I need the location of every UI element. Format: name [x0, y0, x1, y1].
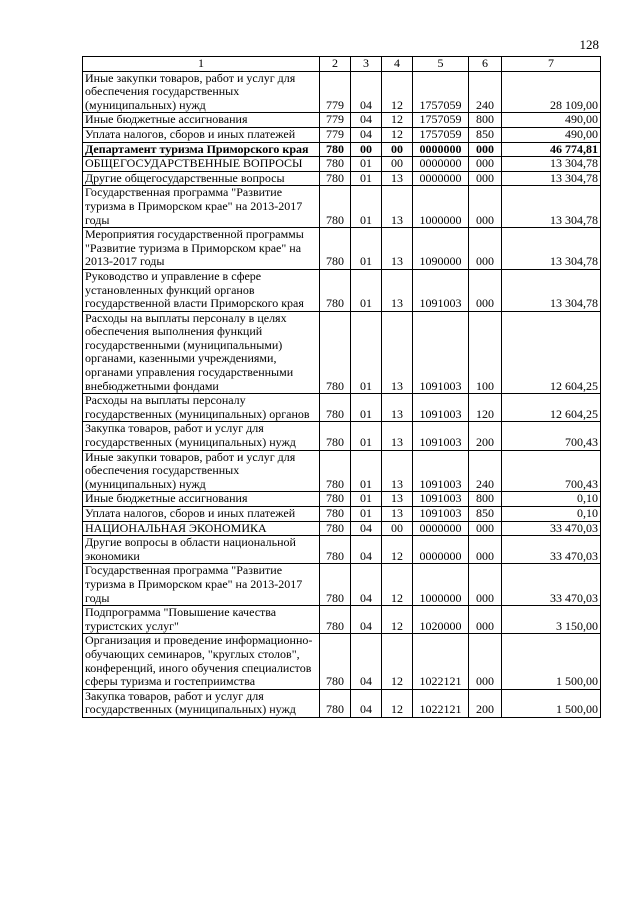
row-name-cell: Закупка товаров, работ и услуг для государственных (муниципальных) нужд	[83, 422, 320, 450]
code-cell-2: 780	[320, 564, 351, 606]
code-cell-3: 04	[351, 606, 382, 634]
code-cell-5: 1022121	[413, 689, 469, 717]
row-name-cell: Государственная программа "Развитие туризма в Приморском крае" на 2013-2017 годы	[83, 186, 320, 228]
sum-cell: 490,00	[502, 113, 601, 128]
table-row	[83, 422, 601, 450]
column-header: 2	[320, 57, 351, 72]
sum-cell: 1 500,00	[502, 634, 601, 689]
sum-cell: 13 304,78	[502, 157, 601, 172]
code-cell-4: 13	[382, 422, 413, 450]
sum-cell: 12 604,25	[502, 394, 601, 422]
code-cell-4: 12	[382, 113, 413, 128]
table-row	[83, 269, 601, 311]
table-row	[83, 113, 601, 128]
code-cell-2: 780	[320, 634, 351, 689]
column-header: 6	[469, 57, 502, 72]
column-header: 4	[382, 57, 413, 72]
code-cell-4: 00	[382, 157, 413, 172]
column-header: 3	[351, 57, 382, 72]
row-name-cell: ОБЩЕГОСУДАРСТВЕННЫЕ ВОПРОСЫ	[83, 157, 320, 172]
row-name-cell: Иные бюджетные ассигнования	[83, 113, 320, 128]
code-cell-4: 12	[382, 71, 413, 113]
code-cell-2: 779	[320, 71, 351, 113]
code-cell-3: 01	[351, 507, 382, 522]
code-cell-6: 850	[469, 127, 502, 142]
row-name-cell: Иные закупки товаров, работ и услуг для обеспечения государственных (муниципальных) нужд	[83, 450, 320, 492]
code-cell-2: 780	[320, 606, 351, 634]
code-cell-4: 12	[382, 127, 413, 142]
table-row	[83, 142, 601, 157]
code-cell-5: 1091003	[413, 311, 469, 394]
budget-table	[82, 56, 601, 718]
code-cell-5: 1091003	[413, 450, 469, 492]
row-name-cell: Мероприятия государственной программы "Развитие туризма в Приморском крае" на 2013-2017 годы	[83, 228, 320, 270]
code-cell-2: 779	[320, 113, 351, 128]
code-cell-6: 200	[469, 689, 502, 717]
sum-cell: 46 774,81	[502, 142, 601, 157]
table-row	[83, 157, 601, 172]
code-cell-6: 200	[469, 422, 502, 450]
table-row	[83, 228, 601, 270]
row-name-cell: Закупка товаров, работ и услуг для государственных (муниципальных) нужд	[83, 689, 320, 717]
code-cell-3: 04	[351, 127, 382, 142]
code-cell-3: 01	[351, 157, 382, 172]
sum-cell: 3 150,00	[502, 606, 601, 634]
code-cell-4: 12	[382, 634, 413, 689]
code-cell-3: 04	[351, 564, 382, 606]
code-cell-4: 13	[382, 186, 413, 228]
sum-cell: 0,10	[502, 492, 601, 507]
code-cell-5: 1757059	[413, 113, 469, 128]
row-name-cell: Уплата налогов, сборов и иных платежей	[83, 507, 320, 522]
code-cell-3: 04	[351, 536, 382, 564]
row-name-cell: Другие вопросы в области национальной экономики	[83, 536, 320, 564]
code-cell-4: 13	[382, 450, 413, 492]
code-cell-4: 12	[382, 606, 413, 634]
row-name-cell: Государственная программа "Развитие туризма в Приморском крае" на 2013-2017 годы	[83, 564, 320, 606]
code-cell-5: 1757059	[413, 71, 469, 113]
sum-cell: 33 470,03	[502, 536, 601, 564]
sum-cell: 700,43	[502, 422, 601, 450]
code-cell-6: 800	[469, 492, 502, 507]
code-cell-4: 00	[382, 142, 413, 157]
code-cell-3: 01	[351, 186, 382, 228]
code-cell-6: 000	[469, 521, 502, 536]
code-cell-2: 780	[320, 492, 351, 507]
table-row	[83, 394, 601, 422]
code-cell-3: 01	[351, 311, 382, 394]
code-cell-2: 779	[320, 127, 351, 142]
code-cell-5: 1757059	[413, 127, 469, 142]
code-cell-6: 000	[469, 157, 502, 172]
sum-cell: 33 470,03	[502, 564, 601, 606]
code-cell-6: 000	[469, 536, 502, 564]
table-row	[83, 450, 601, 492]
code-cell-6: 100	[469, 311, 502, 394]
code-cell-6: 240	[469, 71, 502, 113]
code-cell-2: 780	[320, 536, 351, 564]
code-cell-4: 12	[382, 689, 413, 717]
code-cell-4: 13	[382, 311, 413, 394]
code-cell-3: 00	[351, 142, 382, 157]
row-name-cell: Другие общегосударственные вопросы	[83, 171, 320, 186]
code-cell-2: 780	[320, 142, 351, 157]
code-cell-5: 1090000	[413, 228, 469, 270]
column-header: 1	[83, 57, 320, 72]
code-cell-4: 13	[382, 171, 413, 186]
code-cell-5: 1000000	[413, 564, 469, 606]
code-cell-6: 800	[469, 113, 502, 128]
sum-cell: 28 109,00	[502, 71, 601, 113]
code-cell-6: 000	[469, 228, 502, 270]
sum-cell: 490,00	[502, 127, 601, 142]
table-row	[83, 521, 601, 536]
row-name-cell: НАЦИОНАЛЬНАЯ ЭКОНОМИКА	[83, 521, 320, 536]
code-cell-6: 000	[469, 564, 502, 606]
code-cell-3: 04	[351, 689, 382, 717]
code-cell-6: 000	[469, 142, 502, 157]
code-cell-2: 780	[320, 394, 351, 422]
code-cell-3: 04	[351, 634, 382, 689]
code-cell-2: 780	[320, 269, 351, 311]
row-name-cell: Департамент туризма Приморского края	[83, 142, 320, 157]
code-cell-2: 780	[320, 422, 351, 450]
code-cell-4: 13	[382, 492, 413, 507]
table-row	[83, 71, 601, 113]
code-cell-5: 0000000	[413, 157, 469, 172]
sum-cell: 13 304,78	[502, 186, 601, 228]
table-row	[83, 507, 601, 522]
code-cell-5: 1022121	[413, 634, 469, 689]
sum-cell: 12 604,25	[502, 311, 601, 394]
code-cell-4: 12	[382, 536, 413, 564]
table-row	[83, 564, 601, 606]
code-cell-2: 780	[320, 311, 351, 394]
column-header: 7	[502, 57, 601, 72]
code-cell-3: 01	[351, 394, 382, 422]
code-cell-5: 1091003	[413, 394, 469, 422]
sum-cell: 33 470,03	[502, 521, 601, 536]
row-name-cell: Руководство и управление в сфере установленных функций органов государственной власти Приморского края	[83, 269, 320, 311]
code-cell-3: 04	[351, 71, 382, 113]
code-cell-6: 000	[469, 171, 502, 186]
code-cell-5: 0000000	[413, 171, 469, 186]
code-cell-5: 0000000	[413, 142, 469, 157]
row-name-cell: Иные бюджетные ассигнования	[83, 492, 320, 507]
row-name-cell: Расходы на выплаты персоналу в целях обеспечения выполнения функций государственными (муниципальными) органами, казенными учреждениями, органами управления государственными внебюджетными фондами	[83, 311, 320, 394]
table-row	[83, 536, 601, 564]
code-cell-5: 1000000	[413, 186, 469, 228]
code-cell-2: 780	[320, 157, 351, 172]
code-cell-3: 01	[351, 228, 382, 270]
code-cell-5: 1091003	[413, 492, 469, 507]
table-row	[83, 171, 601, 186]
code-cell-5: 1091003	[413, 422, 469, 450]
code-cell-6: 000	[469, 269, 502, 311]
code-cell-6: 120	[469, 394, 502, 422]
row-name-cell: Расходы на выплаты персоналу государственных (муниципальных) органов	[83, 394, 320, 422]
table-row	[83, 492, 601, 507]
code-cell-2: 780	[320, 507, 351, 522]
code-cell-6: 240	[469, 450, 502, 492]
code-cell-2: 780	[320, 186, 351, 228]
code-cell-4: 13	[382, 507, 413, 522]
code-cell-4: 13	[382, 269, 413, 311]
code-cell-4: 12	[382, 564, 413, 606]
table-row	[83, 127, 601, 142]
sum-cell: 1 500,00	[502, 689, 601, 717]
code-cell-3: 01	[351, 269, 382, 311]
code-cell-2: 780	[320, 171, 351, 186]
code-cell-6: 000	[469, 186, 502, 228]
row-name-cell: Подпрограмма "Повышение качества туристских услуг"	[83, 606, 320, 634]
header-row	[83, 57, 601, 72]
table-row	[83, 311, 601, 394]
sum-cell: 0,10	[502, 507, 601, 522]
table-row	[83, 186, 601, 228]
row-name-cell: Организация и проведение информационно-обучающих семинаров, "круглых столов", конференций, иного обучения специалистов сферы туризма и гостеприимства	[83, 634, 320, 689]
sum-cell: 13 304,78	[502, 269, 601, 311]
code-cell-4: 13	[382, 228, 413, 270]
code-cell-6: 850	[469, 507, 502, 522]
code-cell-5: 1091003	[413, 269, 469, 311]
code-cell-4: 00	[382, 521, 413, 536]
sum-cell: 700,43	[502, 450, 601, 492]
code-cell-5: 0000000	[413, 536, 469, 564]
sum-cell: 13 304,78	[502, 228, 601, 270]
sum-cell: 13 304,78	[502, 171, 601, 186]
table-row	[83, 606, 601, 634]
code-cell-6: 000	[469, 634, 502, 689]
table-row	[83, 689, 601, 717]
code-cell-5: 1020000	[413, 606, 469, 634]
table-row	[83, 634, 601, 689]
code-cell-2: 780	[320, 521, 351, 536]
code-cell-4: 13	[382, 394, 413, 422]
row-name-cell: Иные закупки товаров, работ и услуг для обеспечения государственных (муниципальных) нужд	[83, 71, 320, 113]
code-cell-3: 04	[351, 113, 382, 128]
code-cell-2: 780	[320, 689, 351, 717]
code-cell-6: 000	[469, 606, 502, 634]
code-cell-3: 01	[351, 422, 382, 450]
code-cell-3: 01	[351, 450, 382, 492]
row-name-cell: Уплата налогов, сборов и иных платежей	[83, 127, 320, 142]
code-cell-2: 780	[320, 228, 351, 270]
code-cell-5: 1091003	[413, 507, 469, 522]
column-header: 5	[413, 57, 469, 72]
code-cell-3: 01	[351, 492, 382, 507]
page-number: 128	[579, 37, 599, 52]
code-cell-2: 780	[320, 450, 351, 492]
code-cell-3: 01	[351, 171, 382, 186]
code-cell-3: 04	[351, 521, 382, 536]
code-cell-5: 0000000	[413, 521, 469, 536]
